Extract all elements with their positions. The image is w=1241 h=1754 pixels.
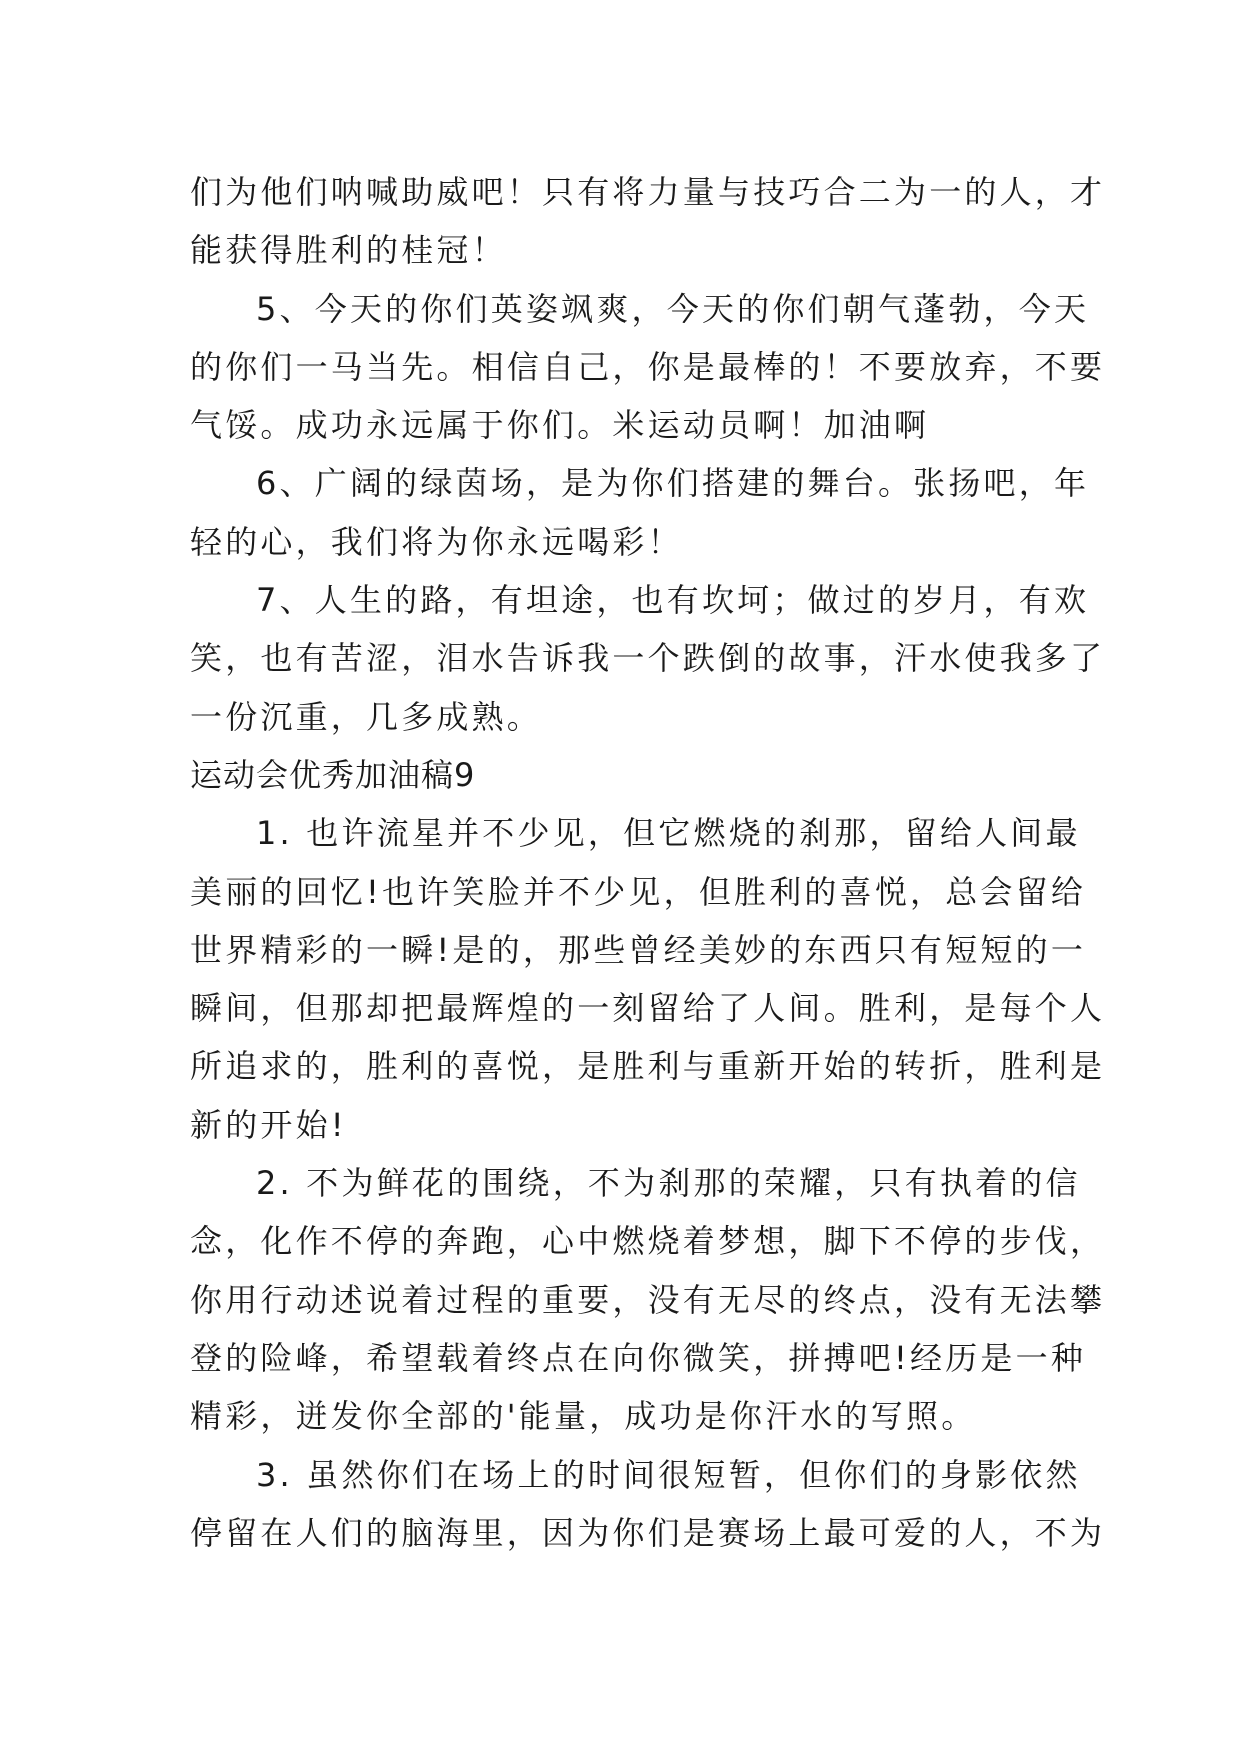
paragraph-item-2: [190, 1154, 1106, 1445]
text-line: 精彩，迸发你全部的'能量，成功是你汗水的写照。: [190, 1397, 977, 1436]
text-line: 新的开始!: [190, 1105, 347, 1144]
text-line: 轻的心，我们将为你永远喝彩！: [190, 522, 683, 561]
text-line: 6、广阔的绿茵场，是为你们搭建的舞台。张扬吧，年: [256, 464, 1090, 503]
paragraph-item-5: [190, 280, 1106, 455]
text-line: 登的险峰，希望载着终点在向你微笑，拼搏吧!经历是一种: [190, 1338, 1087, 1377]
text-line: 念，化作不停的奔跑，心中燃烧着梦想，脚下不停的步伐，: [190, 1222, 1106, 1261]
paragraph-item-7: [190, 571, 1106, 746]
text-line: 笑，也有苦涩，泪水告诉我一个跌倒的故事，汗水使我多了: [190, 639, 1106, 678]
text-line: 7、人生的路，有坦途，也有坎坷；做过的岁月，有欢: [256, 581, 1090, 620]
text-line: 所追求的，胜利的喜悦，是胜利与重新开始的转折，胜利是: [190, 1047, 1106, 1086]
paragraph: [190, 163, 1106, 280]
paragraph-item-3: [190, 1446, 1106, 1563]
text-line: 3. 虽然你们在场上的时间很短暂，但你们的身影依然: [256, 1455, 1081, 1494]
text-line: 瞬间，但那却把最辉煌的一刻留给了人间。胜利，是每个人: [190, 989, 1106, 1028]
text-line: 能获得胜利的桂冠！: [190, 231, 507, 270]
text-line: 美丽的回忆!也许笑脸并不少见，但胜利的喜悦，总会留给: [190, 872, 1087, 911]
text-line: 你用行动述说着过程的重要，没有无尽的终点，没有无法攀: [190, 1280, 1106, 1319]
text-line: 5、今天的你们英姿飒爽，今天的你们朝气蓬勃，今天: [256, 289, 1090, 328]
text-line: 1. 也许流星并不少见，但它燃烧的刹那，留给人间最: [256, 814, 1081, 853]
text-line: 的你们一马当先。相信自己，你是最棒的！不要放弃，不要: [190, 347, 1106, 386]
document-body: [190, 163, 1106, 1562]
text-line: 们为他们呐喊助威吧！只有将力量与技巧合二为一的人，才: [190, 173, 1106, 211]
text-line: 气馁。成功永远属于你们。米运动员啊！加油啊: [190, 406, 930, 445]
text-line: 世界精彩的一瞬!是的，那些曾经美妙的东西只有短短的一: [190, 930, 1087, 969]
paragraph-item-6: [190, 454, 1090, 571]
paragraph-item-1: [190, 804, 1106, 1154]
section-heading: 运动会优秀加油稿9: [190, 755, 476, 794]
text-line: 停留在人们的脑海里，因为你们是赛场上最可爱的人，不为: [190, 1513, 1106, 1552]
text-line: 2. 不为鲜花的围绕，不为刹那的荣耀，只有执着的信: [256, 1164, 1081, 1203]
text-line: 一份沉重，几多成熟。: [190, 697, 543, 736]
